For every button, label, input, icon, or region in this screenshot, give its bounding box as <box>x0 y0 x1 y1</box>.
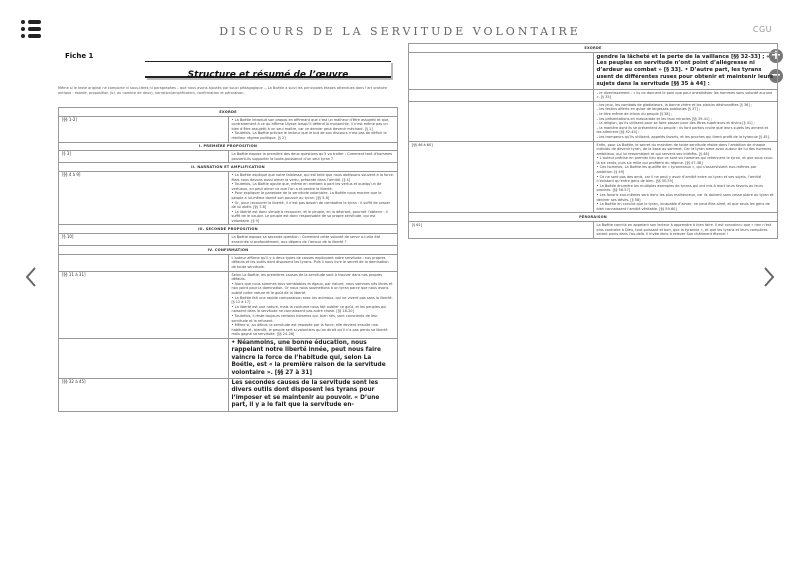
section-heading-row <box>59 225 398 234</box>
section-heading-row <box>59 246 398 255</box>
zoom-out-button[interactable]: − <box>770 68 782 83</box>
table-row <box>409 141 778 213</box>
intro-paragraph: Même si le texte original ne comporte ni sous-titres ni paragraphes – que nous avons ajoutés par souci pédagogique –, La Boétie a suivi les principales étapes attendues dans l’art oratoire antique : exorde, proposition (ici, au nombre de deux), narration/amplification, confirmation et péroraison. <box>58 86 388 95</box>
section-heading: IV. CONFIRMATION <box>59 246 398 255</box>
cgu-link[interactable]: CGU <box>752 25 772 34</box>
section-heading-row <box>59 142 398 151</box>
table-row <box>59 116 398 142</box>
table-row <box>59 171 398 225</box>
summary-text: L’auteur affirme qu’il y a deux types de causes expliquant notre servitude : nos propres défauts et les outils dont disposent les tyrans. Puis il nous livre le secret de la domination de toute servitude. <box>228 254 398 271</box>
summary-text: La Boétie expose sa seconde question : Comment cette volonté de servir a-t-elle été enracinée si profondément, aux dépens de l’amour de la liberté ? <box>228 234 398 246</box>
paragraph-reference: [§§ 1-2] <box>59 116 229 142</box>
summary-text: gendre la lâcheté et la perte de la vaillance [§§ 32-33] ; « Les peuples en servitude n’ont point d’allégresse ni d’ardeur au combat » [§ 33]. • D’autre part, les tyrans usent de différentes ruses pour obtenir et maintenir leurs sujets dans la servitude [§§ 35 à 44] : <box>593 52 778 89</box>
table-row <box>59 271 398 338</box>
zoom-in-button[interactable]: + <box>770 48 782 63</box>
summary-text: • La Boétie introduit son propos en affirmant que c’est un malheur d’être assujetti et que, contrairement à ce qu’affirme Ulysse lorsqu’il défend la monarchie, il n’est même pas un bien d’être assujetti à un seul maître, car ce dernier peut devenir méchant. [§ 1] • Toutefois, La Boétie précise le lecteur que le but de son discours n’est pas de définir le meilleur régime politique. [§ 2] <box>228 116 398 142</box>
summary-text: Enfin, pour La Boétie, le secret du maintien de toute servitude réside dans l’ambition de chaque individu de devenir tyran, de la base au sommet. Car le tyran aime avoir autour de lui des hommes ambitieux, qui lui ressemblent et qui servent ses intérêts. [§ 46] • L’auteur précise en premier lieu que ce sont six hommes qui retiennent le tyran, et que sous ceux-là six cents, puis six mille qui profitent du régime. [§§ 47-48] • Ces hommes, La Boétie les qualifie de « tyranneaux », qui s’asservissent eux-mêmes par ambition. [§ 49] • Ce ne sont pas des amis, car il ne peut y avoir d’amitié entre un tyran et ses sujets, l’amitié n’existant qu’entre gens de bien. [§§ 50-55] • La Boétie énumère les multiples exemples de tyrans qui ont mis à mort leurs favoris ou leurs proches. [§§ 56-57] • Les favoris eux-mêmes sont donc les plus malheureux, car ils doivent sans cesse plaire au tyran et deviner ses désirs. [§ 58] • La Boétie en conclut que le tyran, incapable d’aimer, ne peut être aimé, et que seuls les gens de bien connaissent l’amitié véritable. [§§ 59-60] <box>593 141 778 213</box>
table-row <box>409 52 778 89</box>
paragraph-reference: [§ 10] <box>59 234 229 246</box>
page-heading: Structure et résumé de l’œuvre <box>187 70 349 80</box>
section-heading: I. PREMIÈRE PROPOSITION <box>59 142 398 151</box>
section-heading: III. SECONDE PROPOSITION <box>59 225 398 234</box>
structure-table-continued <box>408 43 778 239</box>
section-heading: EXORDE <box>409 44 778 53</box>
paragraph-reference: [§§ 32 à 45] <box>59 378 229 411</box>
summary-text: Les secondes causes de la servitude sont les divers outils dont disposent les tyrans pour l’imposer et se maintenir au pouvoir. « D’une part, il y a le fait que la servitude en- <box>228 378 398 411</box>
fiche-label: Fiche 1 <box>65 52 94 60</box>
summary-text: La Boétie conclut en appelant son lecteur à apprendre à bien faire. Il est convaincu que « rien n’est plus contraire à Dieu, tout-puissant et bon, que la tyrannie », et que les tyrans et leurs complices seront punis dans l’au-delà. Il invite donc à relever Son châtiment éternel ! <box>593 222 778 239</box>
summary-text: – les jeux, les combats de gladiateurs, la bonne chère et les plaisirs déshonnêtes [§ 36] ; – les festins offerts en guise de largesses publiques [§ 37] ; – le titre même de tribun du peuple [§ 38] ; – les présentations en mascarade et les faux miracles [§§ 39-41] ; – la religion, qu’ils utilisent pour se faire passer pour des êtres supérieurs et divins [§ 41] ; – la manière dont ils se présentent au peuple : ils font parfois croire que leurs sujets les aiment et les admirent [§§ 42-44] ; – les trompeurs qu’ils utilisent, appelés favoris, et les proches qui tirent profit de la tyrannie [§ 45]. <box>593 101 778 141</box>
structure-table <box>58 107 398 412</box>
section-heading-row <box>59 163 398 172</box>
section-heading-row <box>409 213 778 222</box>
section-heading: PÉRORAISON <box>409 213 778 222</box>
table-row <box>59 234 398 246</box>
summary-text: • La Boétie explique que notre faiblesse, qui est telle que nous obéissons souvent à la force. Mais nous devons aussi aimer la vertu, présente dans l’amitié. [§ 4] • Toutefois, La Boétie ajoute que, même en mettant à part les vertus et quelqu’un de vertueux, on peut aimer ce que l’on a et perdre la liberté. • Pour expliquer le paradoxe de la servitude volontaire, La Boétie nous montre que le peuple a lui-même donné son pouvoir au tyran. [§§ 5-6] • Or, pour recouvrer la liberté, il n’est pas besoin de combattre le tyran : il suffit de cesser de lui obéir. [§§ 7-8] • La liberté est donc simple à recouvrer, et le peuple, en la désirant, pourrait l’obtenir : il suffit de le vouloir. Le peuple est donc responsable de sa propre servitude, qui est volontaire. [§ 9] <box>228 171 398 225</box>
paragraph-reference <box>59 338 229 378</box>
section-heading: EXORDE <box>59 108 398 117</box>
summary-text: • Néanmoins, une bonne éducation, nous rappelant notre liberté innée, peut nous faire vaincre la force de l’habitude qui, selon La Boétie, est « la première raison de la servitude volontaire ». [§§ 27 à 31] <box>228 338 398 378</box>
previous-page-arrow-icon[interactable] <box>24 265 38 289</box>
page-heading-banner <box>145 61 391 78</box>
paragraph-reference: [§ 61] <box>409 222 594 239</box>
paragraph-reference <box>409 101 594 141</box>
book-title: DISCOURS DE LA SERVITUDE VOLONTAIRE <box>219 25 581 38</box>
table-row <box>59 378 398 411</box>
table-row <box>409 89 778 101</box>
summary-text: La Boétie expose la première des deux questions qu’il va traiter : Comment tant d’hommes peuvent-ils supporter la toute-puissance d’un seul tyran ? <box>228 151 398 163</box>
section-heading-row <box>59 108 398 117</box>
left-page <box>57 43 399 523</box>
table-row <box>59 338 398 378</box>
summary-text: – le divertissement : « ils ne donnent le pain que pour anesthésier les hommes sans volonté aucune ». [§ 35] <box>593 89 778 101</box>
paragraph-reference <box>409 52 594 89</box>
paragraph-reference: [§§ 11 à 31] <box>59 271 229 338</box>
table-row <box>59 254 398 271</box>
paragraph-reference: [§§ 4 à 9] <box>59 171 229 225</box>
table-row <box>409 222 778 239</box>
paragraph-reference: [§ 3] <box>59 151 229 163</box>
table-row <box>59 151 398 163</box>
section-heading-row <box>409 44 778 53</box>
table-row <box>409 101 778 141</box>
summary-text: Selon La Boétie, les premières causes de la servitude sont à trouver dans nos propres défauts. • Alors que nous sommes tous semblables et égaux, par nature, nous sommes nés libres et non point pour la domination. Or nous nous soumettons à un tyran parce que nous avons oublié notre nature et le goût de la liberté. • La Boétie fait une rapide comparaison avec les animaux, qui ne vivent pas sans la liberté. [§ 12 à 17] • La liberté est une nature, mais la coutume nous fait oublier ce goût, et les peuples qui naissent dans la servitude ne connaissent pas autre chose. [§§ 18-20] • Toutefois, il reste toujours certains hommes qui, bien nés, sont conscients de leur servitude et la refusent. • Même si, au début, la servitude est imposée par la force, elle devient ensuite une habitude et, bientôt, le peuple sert si volontiers qu’on dirait qu’il n’a pas perdu sa liberté mais gagné sa servitude. [§§ 24-26] <box>228 271 398 338</box>
section-heading: II. NARRATION ET AMPLIFICATION <box>59 163 398 172</box>
right-page <box>408 43 778 523</box>
paragraph-reference: [§§ 46 à 60] <box>409 141 594 213</box>
paragraph-reference <box>409 89 594 101</box>
paragraph-reference <box>59 254 229 271</box>
